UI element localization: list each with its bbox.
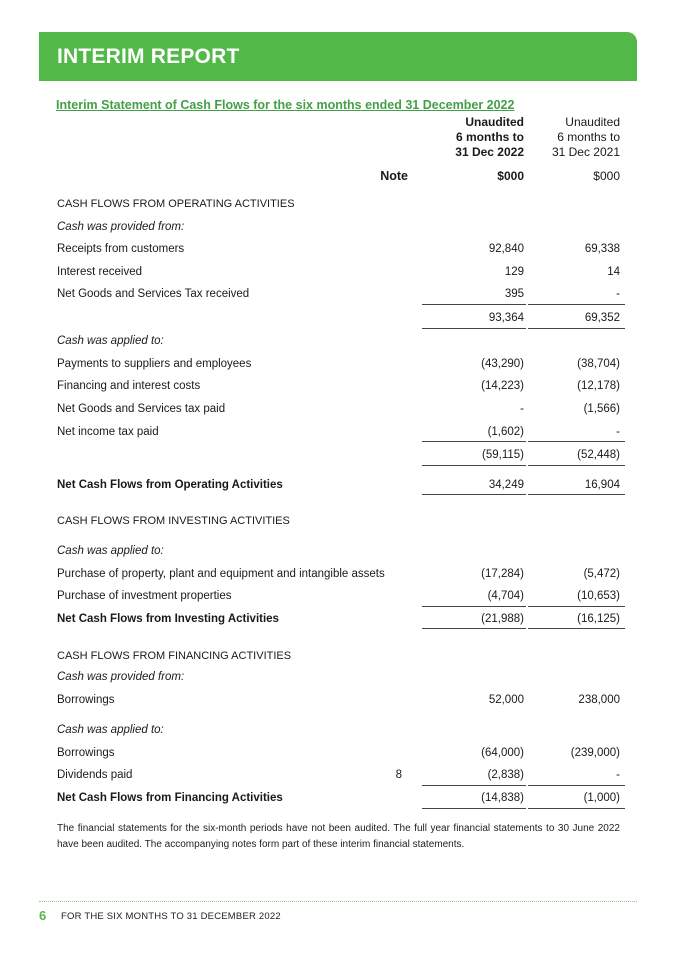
column-header-prior-line3: 31 Dec 2021: [551, 145, 620, 159]
divider: [528, 328, 625, 329]
table-row-borrowings-out: [0, 747, 675, 765]
value-current: 92,840: [488, 243, 524, 255]
divider: [528, 785, 625, 786]
page-number: 6: [39, 908, 47, 923]
row-label: Net Goods and Services tax paid: [57, 403, 226, 415]
row-label: Interest received: [57, 266, 143, 278]
row-label: Cash was provided from:: [57, 221, 185, 233]
section-heading-investing: [0, 515, 675, 533]
divider: [422, 606, 526, 607]
value-prior: 16,904: [584, 479, 620, 491]
divider: [528, 628, 625, 629]
footer-divider: [39, 901, 637, 902]
row-label: Dividends paid: [57, 769, 133, 781]
divider: [422, 494, 526, 495]
divider: [528, 808, 625, 809]
value-current: (14,223): [481, 380, 524, 392]
divider: [422, 328, 526, 329]
section-heading-operating: [0, 198, 675, 216]
banner-title: INTERIM REPORT: [57, 45, 240, 68]
report-banner: [39, 32, 637, 81]
value-current: -: [520, 403, 524, 415]
value-current: (43,290): [481, 358, 524, 370]
column-header-prior-line2: 6 months to: [557, 130, 620, 144]
value-current: 52,000: [488, 694, 524, 706]
column-header-current: [414, 115, 524, 160]
subheading-operating-provided: [0, 221, 675, 239]
table-row-payments: [0, 358, 675, 376]
row-label: Borrowings: [57, 747, 115, 759]
row-label: Payments to suppliers and employees: [57, 358, 252, 370]
divider: [528, 441, 625, 442]
divider: [422, 441, 526, 442]
row-label: Cash was applied to:: [57, 724, 164, 736]
row-label: Cash was provided from:: [57, 671, 185, 683]
value-current: (64,000): [481, 747, 524, 759]
unit-current: $000: [497, 169, 524, 183]
value-prior: (12,178): [577, 380, 620, 392]
value-prior: (52,448): [577, 449, 620, 461]
divider: [528, 494, 625, 495]
row-label: Purchase of property, plant and equipment and intangible assets: [57, 568, 385, 580]
value-prior: (16,125): [577, 613, 620, 625]
divider: [528, 606, 625, 607]
value-current: (1,602): [487, 426, 524, 438]
divider: [422, 304, 526, 305]
row-label: Borrowings: [57, 694, 115, 706]
note-reference: 8: [395, 769, 402, 781]
column-header-prior: [510, 115, 620, 160]
value-current: 395: [504, 288, 524, 300]
divider: [422, 465, 526, 466]
value-current: 93,364: [488, 312, 524, 324]
row-label: Cash was applied to:: [57, 335, 164, 347]
row-label: Purchase of investment properties: [57, 590, 232, 602]
table-row-interest: [0, 266, 675, 284]
table-row-ppe: [0, 568, 675, 586]
column-header-prior-line1: Unaudited: [565, 115, 620, 129]
value-current: (4,704): [487, 590, 524, 602]
footer-text: FOR THE SIX MONTHS TO 31 DECEMBER 2022: [61, 911, 281, 922]
row-label: CASH FLOWS FROM FINANCING ACTIVITIES: [57, 650, 292, 662]
column-header-current-line1: Unaudited: [465, 115, 524, 129]
divider: [528, 304, 625, 305]
section-heading-financing: [0, 650, 675, 668]
table-row-borrowings-in: [0, 694, 675, 712]
footnote: The financial statements for the six-month periods have not been audited. The full year financial statements to 30 June 2022 have been audited. The accompanying notes form part of these interim financial statements.: [57, 823, 620, 850]
row-label: Receipts from customers: [57, 243, 185, 255]
divider: [528, 465, 625, 466]
unit-prior: $000: [593, 169, 620, 183]
value-prior: (1,566): [583, 403, 620, 415]
value-current: (17,284): [481, 568, 524, 580]
row-label: CASH FLOWS FROM OPERATING ACTIVITIES: [57, 198, 295, 210]
value-current: 34,249: [488, 479, 524, 491]
subheading-investing-applied: [0, 545, 675, 563]
table-row-receipts: [0, 243, 675, 261]
column-header-current-line3: 31 Dec 2022: [455, 145, 524, 159]
divider: [422, 785, 526, 786]
value-prior: (239,000): [570, 747, 620, 759]
statement-title: Interim Statement of Cash Flows for the six months ended 31 December 2022: [56, 98, 515, 112]
row-label: Net Cash Flows from Financing Activities: [57, 792, 283, 804]
row-label: Cash was applied to:: [57, 545, 164, 557]
column-header-current-line2: 6 months to: [456, 130, 524, 144]
value-prior: 69,338: [584, 243, 620, 255]
value-current: 129: [504, 266, 524, 278]
value-prior: (1,000): [583, 792, 620, 804]
subheading-financing-applied: [0, 724, 675, 742]
value-current: (14,838): [481, 792, 524, 804]
table-row-financing-costs: [0, 380, 675, 398]
value-prior: 69,352: [584, 312, 620, 324]
value-prior: (38,704): [577, 358, 620, 370]
note-column-header: Note: [380, 169, 408, 183]
value-prior: 14: [607, 266, 620, 278]
value-current: (21,988): [481, 613, 524, 625]
row-label: Net Cash Flows from Investing Activities: [57, 613, 279, 625]
row-label: Net Goods and Services Tax received: [57, 288, 250, 300]
value-prior: (10,653): [577, 590, 620, 602]
value-prior: 238,000: [578, 694, 620, 706]
divider: [422, 628, 526, 629]
value-prior: -: [616, 288, 620, 300]
divider: [422, 808, 526, 809]
row-label: Net income tax paid: [57, 426, 159, 438]
value-current: (59,115): [482, 449, 524, 461]
subheading-financing-provided: [0, 671, 675, 689]
value-current: (2,838): [487, 769, 524, 781]
value-prior: -: [616, 426, 620, 438]
value-prior: -: [616, 769, 620, 781]
row-label: CASH FLOWS FROM INVESTING ACTIVITIES: [57, 515, 290, 527]
table-row-gst-paid: [0, 403, 675, 421]
value-prior: (5,472): [583, 568, 620, 580]
row-label: Net Cash Flows from Operating Activities: [57, 479, 283, 491]
row-label: Financing and interest costs: [57, 380, 201, 392]
subheading-operating-applied: [0, 335, 675, 353]
